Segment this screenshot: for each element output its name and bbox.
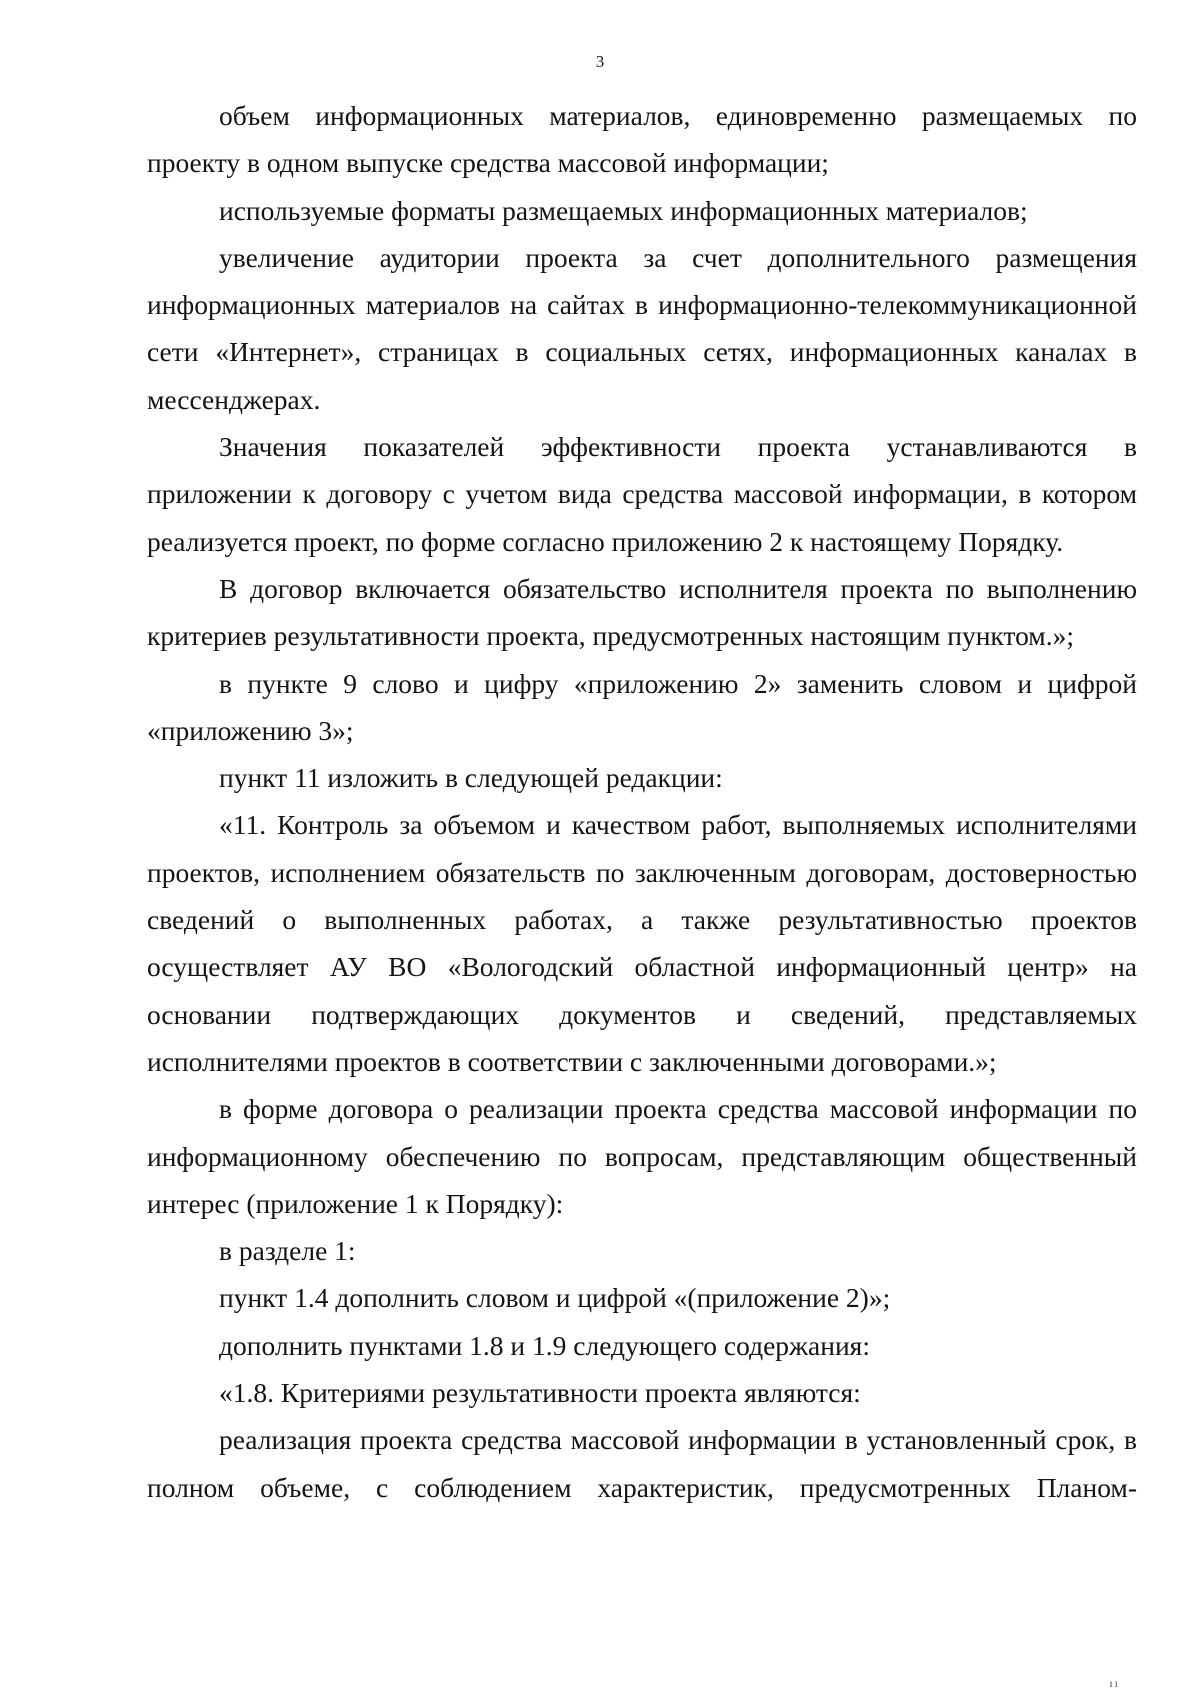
paragraph: пункт 11 изложить в следующей редакции: — [219, 762, 723, 794]
paragraph: в форме договора о реализации проекта средства массовой информации по информационному обеспечению по вопросам, представляющим общественный интерес (приложение 1 к Порядку): — [147, 1093, 1137, 1219]
scan-mark: ıı — [1109, 1676, 1120, 1690]
paragraph: В договор включается обязательство исполнителя проекта по выполнению критериев результативности проекта, предусмотренных настоящим пунктом.»; — [147, 572, 1137, 652]
paragraph: Значения показателей эффективности проекта устанавливаются в приложении к договору с учетом вида средства массовой информации, в котором реализуется проект, по форме согласно приложению 2 к настоящему Порядку. — [147, 431, 1137, 557]
paragraph: «1.8. Критериями результативности проекта являются: — [219, 1377, 861, 1409]
document-body — [147, 92, 1137, 1511]
page-number: 3 — [595, 52, 605, 71]
paragraph: в разделе 1: — [219, 1235, 356, 1267]
paragraph: реализация проекта средства массовой информации в установленный срок, в полном объеме, с соблюдением характеристик, предусмотренных Планом- — [147, 1424, 1137, 1503]
paragraph: используемые форматы размещаемых информационных материалов; — [219, 194, 1028, 226]
paragraph: объем информационных материалов, единовременно размещаемых по проекту в одном выпуске средства массовой информации; — [147, 100, 1137, 179]
paragraph: увеличение аудитории проекта за счет дополнительного размещения информационных материалов на сайтах в информационно-телекоммуникационной сети «Интернет», страницах в социальных сетях, информационных каналах в мессенджерах. — [147, 241, 1137, 415]
paragraph: «11. Контроль за объемом и качеством работ, выполняемых исполнителями проектов, исполнением обязательств по заключенным договорам, достоверностью сведений о выполненных работах, а также результативностью проектов осуществляет АУ ВО «Вологодский областной информационный центр» на основании подтверждающих документов и сведений, представляемых исполнителями проектов в соответствии с заключенными договорами.»; — [147, 809, 1137, 1077]
paragraph: пункт 1.4 дополнить словом и цифрой «(приложение 2)»; — [219, 1282, 891, 1314]
paragraph: дополнить пунктами 1.8 и 1.9 следующего содержания: — [219, 1329, 870, 1361]
paragraph: в пункте 9 слово и цифру «приложению 2» заменить словом и цифрой «приложению 3»; — [147, 667, 1137, 746]
